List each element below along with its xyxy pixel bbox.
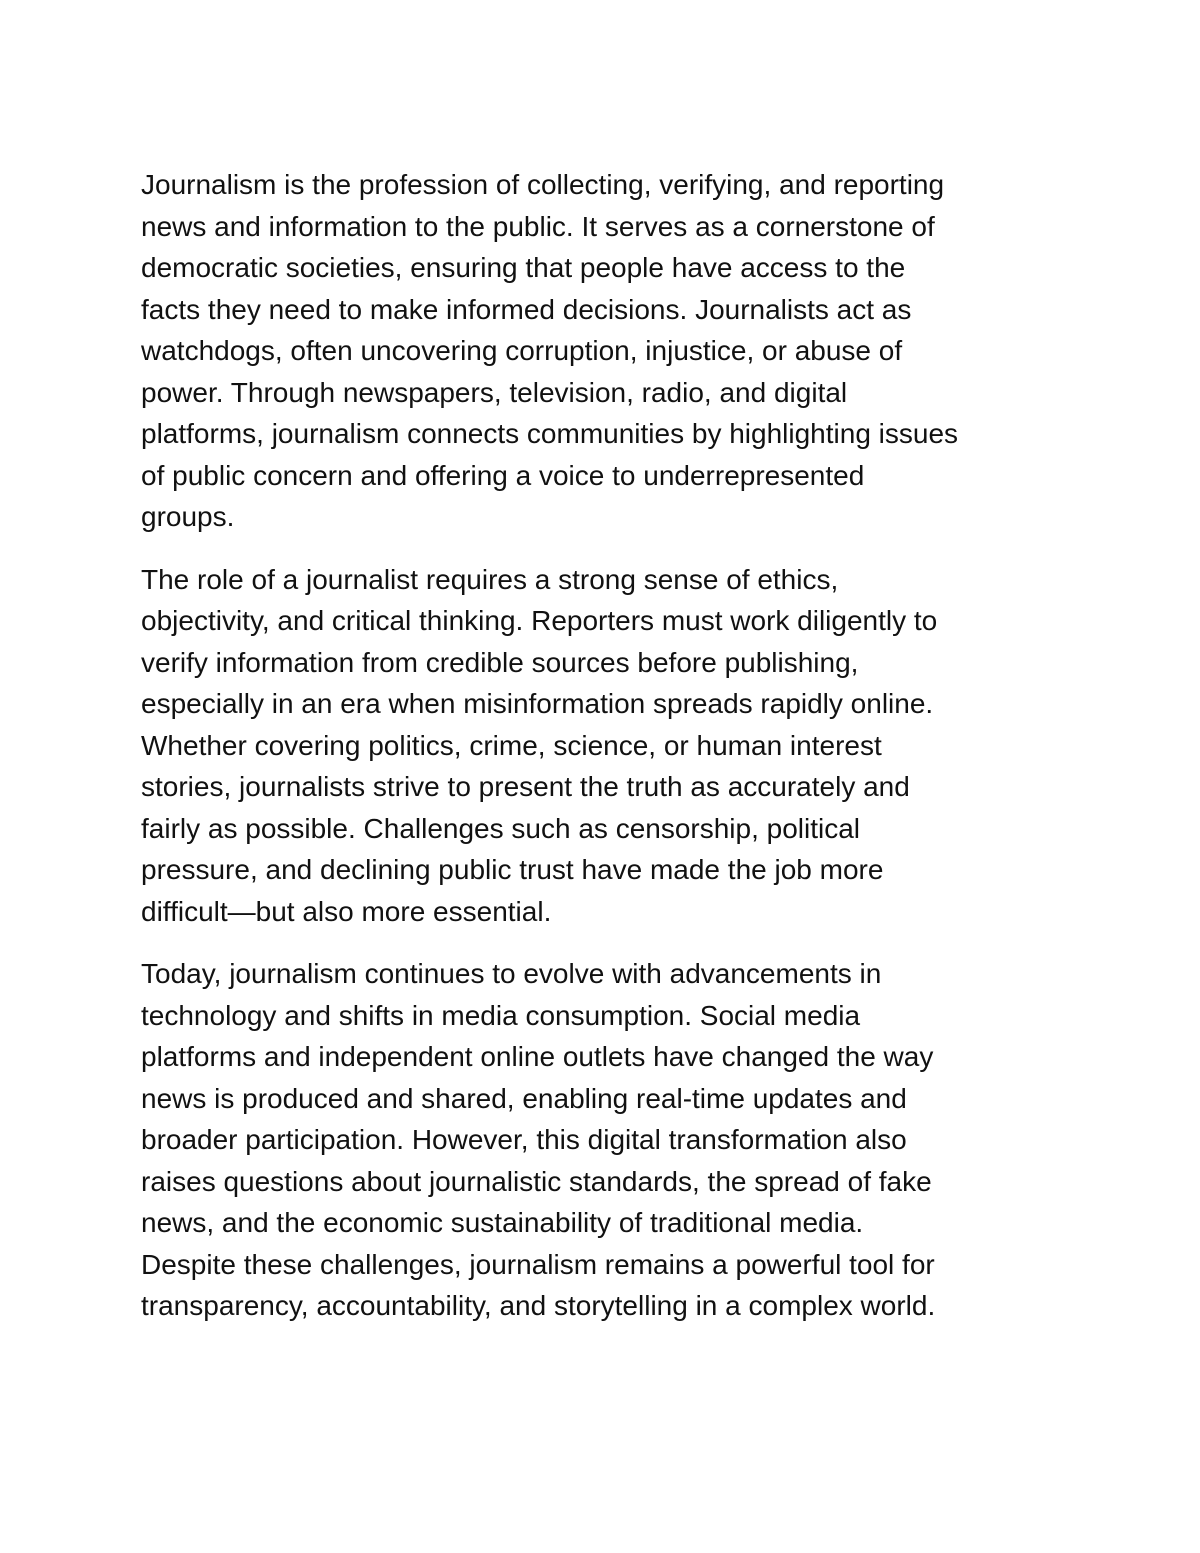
text-line: stories, journalists strive to present the truth as accurately and [141, 771, 910, 802]
text-line: Today, journalism continues to evolve with advancements in [141, 958, 882, 989]
text-line: fairly as possible. Challenges such as censorship, political [141, 812, 861, 844]
text-line: news and information to the public. It serves as a cornerstone of [141, 210, 935, 242]
text-line: platforms and independent online outlets have changed the way [141, 1041, 934, 1072]
text-line: especially in an era when misinformation spreads rapidly online. [141, 688, 934, 719]
text-line: difficult—but also more essential. [141, 895, 552, 927]
text-line: facts they need to make informed decisions. Journalists act as [141, 293, 912, 325]
text-line: power. Through newspapers, television, radio, and digital [141, 376, 848, 408]
text-line: Whether covering politics, crime, science, or human interest [141, 729, 882, 761]
text-line: transparency, accountability, and storytelling in a complex world. [141, 1290, 936, 1321]
text-line: groups. [141, 501, 235, 532]
paragraph-3 [141, 953, 1081, 1327]
text-line: watchdogs, often uncovering corruption, injustice, or abuse of [141, 335, 903, 366]
paragraph-2 [141, 559, 1081, 933]
document-body [141, 164, 1081, 1327]
text-line: Journalism is the profession of collecting, verifying, and reporting [141, 169, 945, 200]
text-line: technology and shifts in media consumption. Social media [141, 999, 861, 1031]
text-line: platforms, journalism connects communities by highlighting issues [141, 418, 959, 449]
text-line: pressure, and declining public trust have made the job more [141, 854, 884, 885]
text-line: democratic societies, ensuring that people have access to the [141, 252, 906, 283]
text-line: news is produced and shared, enabling real-time updates and [141, 1082, 907, 1114]
text-line: verify information from credible sources before publishing, [141, 646, 859, 678]
text-line: of public concern and offering a voice to underrepresented [141, 459, 865, 491]
text-line: objectivity, and critical thinking. Reporters must work diligently to [141, 605, 938, 636]
text-line: broader participation. However, this digital transformation also [141, 1124, 907, 1155]
text-line: Despite these challenges, journalism remains a powerful tool for [141, 1248, 935, 1280]
paragraph-1 [141, 164, 1081, 538]
text-line: raises questions about journalistic standards, the spread of fake [141, 1165, 932, 1197]
text-line: The role of a journalist requires a strong sense of ethics, [141, 563, 839, 595]
text-line: news, and the economic sustainability of traditional media. [141, 1207, 864, 1238]
